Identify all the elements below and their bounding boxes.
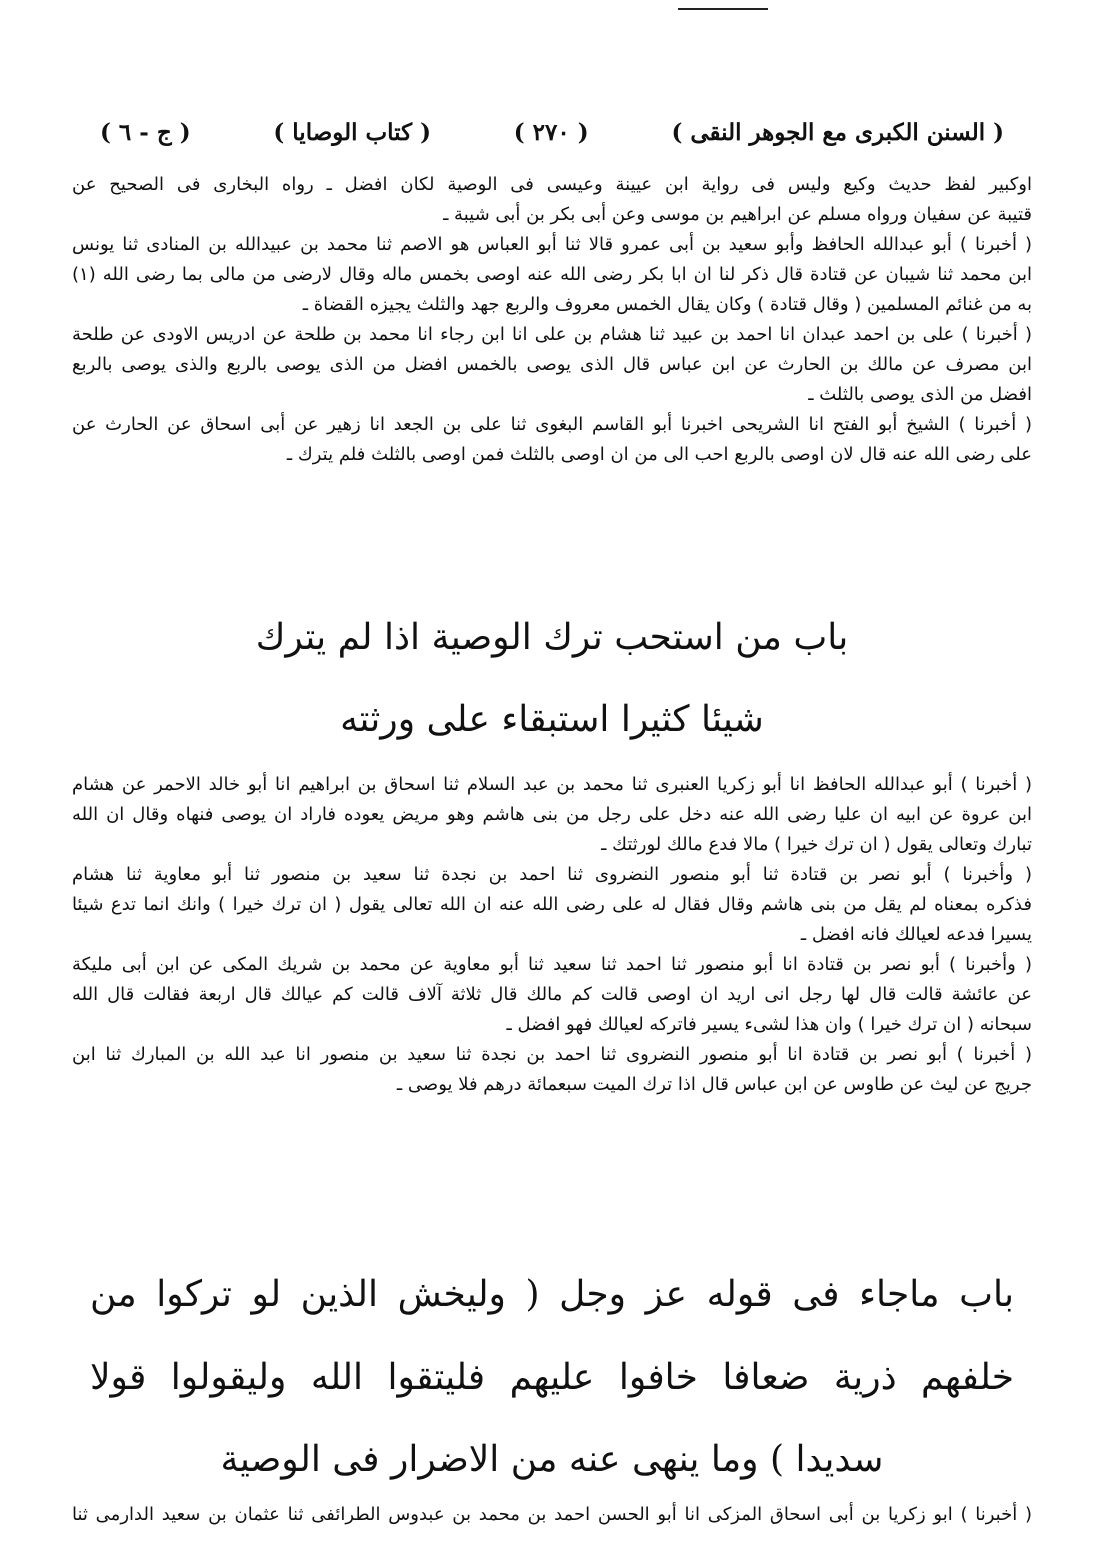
text-line: عن عائشة قالت قال لها رجل انى اريد ان اوصى قالت كم مالك قال ثلاثة آلاف قالت كم عيالك قال اربعة فقالت قال الله xyxy=(72,984,1032,1005)
text-block-3 xyxy=(72,1500,1032,1530)
chapter-heading-1-line-2: شيئا كثيرا استبقاء على ورثته xyxy=(340,699,764,740)
header-page-number: ( ٢٧٠ ) xyxy=(513,118,589,146)
text-line: على رضى الله عنه قال لان اوصى بالربع احب الى من ان اوصى بالثلث فمن اوصى بالثلث فلم يترك ـ xyxy=(286,444,1032,465)
text-line: افضل من الذى يوصى بالثلث ـ xyxy=(808,384,1032,405)
chapter-heading-1-line-1: باب من استحب ترك الوصية اذا لم يترك xyxy=(255,617,849,658)
text-line: ( أخبرنا ) أبو نصر بن قتادة انا أبو منصور النضروى ثنا احمد بن نجدة ثنا سعيد بن منصور انا عبد الله بن المبارك ثنا ابن xyxy=(72,1044,1032,1065)
text-line: ( أخبرنا ) ابو زكريا بن أبى اسحاق المزكى انا أبو الحسن احمد بن محمد بن عبدوس الطرائفى ثنا عثمان بن سعيد الدارمى ثنا xyxy=(72,1504,1032,1525)
top-rule xyxy=(678,8,768,10)
chapter-heading-2-line-3: سديدا ) وما ينهى عنه من الاضرار فى الوصية xyxy=(220,1439,884,1480)
text-line: قتيبة عن سفيان ورواه مسلم عن ابراهيم بن موسى وعن أبى بكر بن أبى شيبة ـ xyxy=(443,204,1032,225)
text-line: اوكبير لفظ حديث وكيع وليس فى رواية ابن عيينة وعيسى فى الوصية لكان افضل ـ رواه البخارى فى الصحيح عن xyxy=(72,174,1032,195)
text-line: ( أخبرنا ) على بن احمد عبدان انا احمد بن عبيد ثنا هشام بن على انا ابن رجاء انا محمد بن طلحة عن ادريس الاودى عن طلحة xyxy=(72,324,1032,345)
text-line: جريج عن ليث عن طاوس عن ابن عباس قال اذا ترك الميت سبعمائة درهم فلا يوصى ـ xyxy=(396,1074,1032,1095)
text-line: ( أخبرنا ) أبو عبدالله الحافظ وأبو سعيد بن أبى عمرو قالا ثنا أبو العباس هو الاصم ثنا محمد بن عبيدالله بن المنادى ثنا يونس xyxy=(72,234,1032,255)
text-line: فذكره بمعناه لم يقل من بنى هاشم وقال فقال له على رضى الله عنه ان الله تعالى يقول ( ان ترك خيرا ) وانك انما تدع شيئا xyxy=(72,894,1032,915)
header-chapter: ( كتاب الوصايا ) xyxy=(273,118,431,146)
text-line: ( وأخبرنا ) أبو نصر بن قتادة ثنا أبو منصور النضروى ثنا احمد بن نجدة ثنا سعيد بن منصور ثنا أبو معاوية ثنا هشام xyxy=(72,864,1032,885)
text-line: ( أخبرنا ) الشيخ أبو الفتح انا الشريحى اخبرنا أبو القاسم البغوى ثنا على بن الجعد انا زهير عن أبى اسحاق عن الحارث عن xyxy=(72,414,1032,435)
text-line: يسيرا فدعه لعيالك فانه افضل ـ xyxy=(800,924,1032,945)
text-block-1 xyxy=(72,170,1032,470)
text-line: ابن مصرف عن مالك بن الحارث عن ابن عباس قال الذى يوصى بالخمس افضل من الذى يوصى بالربع والذى يوصى بالربع xyxy=(72,354,1032,375)
text-line: ( أخبرنا ) أبو عبدالله الحافظ انا أبو زكريا العنبرى ثنا محمد بن عبد السلام ثنا اسحاق بن ابراهيم انا أبو خالد الاحمر عن هشام xyxy=(72,774,1032,795)
text-line: تبارك وتعالى يقول ( ان ترك خيرا ) مالا فدع مالك لورثتك ـ xyxy=(601,834,1032,855)
text-line: سبحانه ( ان ترك خيرا ) وان هذا لشىء يسير فاتركه لعيالك فهو افضل ـ xyxy=(506,1014,1032,1035)
text-line: به من غنائم المسلمين ( وقال قتادة ) وكان يقال الخمس معروف والربع جهد والثلث يجيزه القضاة ـ xyxy=(302,294,1032,315)
header-book-title: ( السنن الكبرى مع الجوهر النقى ) xyxy=(671,118,1004,146)
text-line: ( وأخبرنا ) أبو نصر بن قتادة انا أبو منصور ثنا احمد ثنا سعيد ثنا أبو معاوية عن محمد بن شريك المكى عن ابن أبى مليكة xyxy=(72,954,1032,975)
page-header xyxy=(100,112,1004,152)
chapter-heading-2-line-1: باب ماجاء فى قوله عز وجل ( وليخش الذين لو تركوا من xyxy=(90,1274,1014,1315)
text-block-2 xyxy=(72,770,1032,1100)
header-volume: ( ج - ٦ ) xyxy=(100,118,191,146)
text-line: ابن محمد ثنا شيبان عن قتادة قال ذكر لنا ان ابا بكر رضى الله عنه اوصى بخمس ماله وقال لارضى من مالى بما رضى الله (١) xyxy=(72,264,1032,285)
chapter-heading-2-line-2: خلفهم ذرية ضعافا خافوا عليهم فليتقوا الله وليقولوا قولا xyxy=(90,1357,1014,1398)
text-line: ابن عروة عن ابيه ان عليا رضى الله عنه دخل على رجل من بنى هاشم وهو مريض يعوده فاراد ان يوصى فنهاه وقال ان الله xyxy=(72,804,1032,825)
